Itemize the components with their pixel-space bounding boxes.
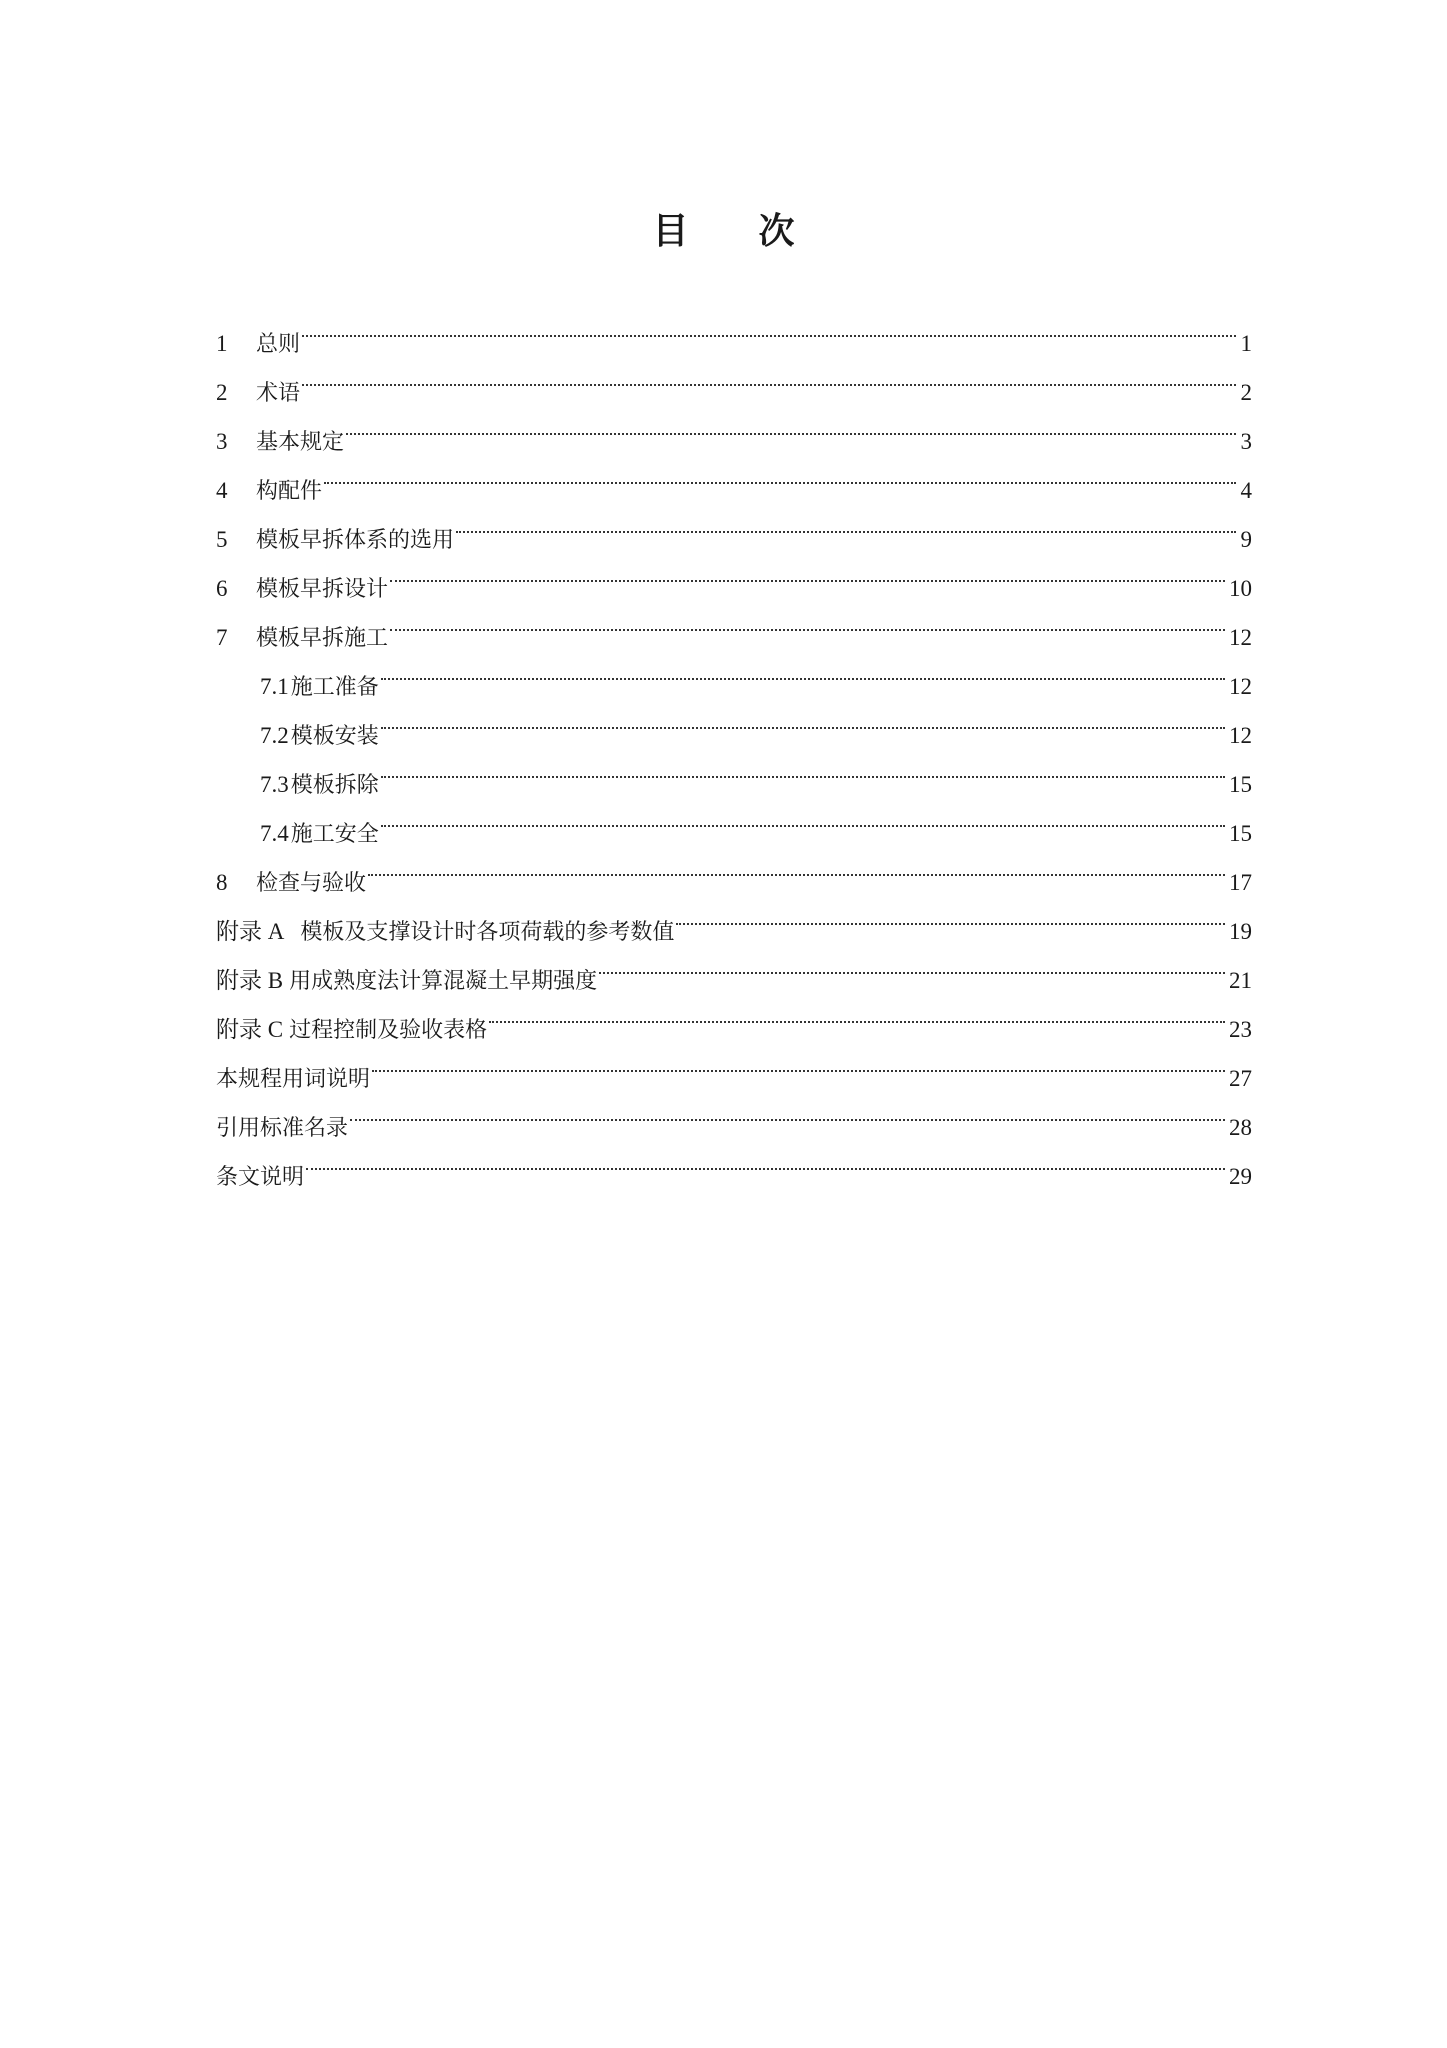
toc-entry[interactable]	[216, 351, 1252, 406]
toc-entry-page: 21	[1229, 968, 1252, 993]
toc-entry-number: 5	[216, 527, 228, 552]
toc-entry-number: 7.2	[260, 723, 289, 748]
toc-entry[interactable]	[216, 302, 1252, 357]
toc-entry-number: 7	[216, 625, 228, 650]
toc-entry-page: 19	[1229, 919, 1252, 944]
toc-entry-page: 10	[1229, 576, 1252, 601]
toc-entry-number: 7.1	[260, 674, 289, 699]
toc-entry-number: 附录 A	[216, 919, 285, 944]
toc-dot-leader	[346, 400, 1236, 449]
toc-dot-leader	[381, 792, 1225, 841]
toc-entry-page: 27	[1229, 1066, 1252, 1091]
toc-entry-page: 3	[1240, 429, 1252, 454]
toc-entry-title: 模板安装	[290, 724, 379, 749]
toc-dot-leader	[456, 498, 1236, 547]
title-char-right: 次	[758, 211, 795, 252]
table-of-contents	[216, 302, 1252, 1190]
toc-entry-page: 2	[1240, 380, 1252, 405]
toc-entry[interactable]	[216, 841, 1252, 896]
toc-entry-title: 术语	[256, 381, 301, 406]
toc-entry-number: 3	[216, 429, 228, 454]
toc-entry-title: 施工准备	[290, 675, 379, 700]
toc-entry[interactable]	[216, 498, 1252, 553]
toc-dot-leader	[676, 890, 1225, 939]
toc-entry-page: 29	[1229, 1164, 1252, 1189]
toc-entry[interactable]	[216, 1135, 1252, 1190]
toc-dot-leader	[599, 939, 1225, 988]
toc-entry-page: 15	[1229, 772, 1252, 797]
toc-dot-leader	[372, 1037, 1225, 1086]
toc-entry-title: 构配件	[256, 479, 323, 504]
toc-dot-leader	[324, 449, 1236, 498]
toc-entry-title: 模板早拆施工	[256, 626, 389, 651]
toc-entry-page: 15	[1229, 821, 1252, 846]
toc-entry-title: 检查与验收	[256, 871, 367, 896]
toc-entry-title: 基本规定	[256, 430, 345, 455]
toc-entry[interactable]	[216, 1037, 1252, 1092]
toc-entry-number: 2	[216, 380, 228, 405]
toc-entry-title: 引用标准名录	[216, 1116, 349, 1141]
toc-entry-number: 7.3	[260, 772, 289, 797]
toc-entry-page: 9	[1240, 527, 1252, 552]
toc-entry-page: 1	[1240, 331, 1252, 356]
toc-entry-number: 4	[216, 478, 228, 503]
toc-entry-page: 17	[1229, 870, 1252, 895]
toc-entry-title: 本规程用词说明	[216, 1067, 371, 1092]
page-title	[0, 208, 1447, 256]
toc-dot-leader	[350, 1086, 1225, 1135]
toc-entry-number: 1	[216, 331, 228, 356]
toc-dot-leader	[390, 596, 1225, 645]
toc-dot-leader	[302, 302, 1236, 351]
toc-entry-page: 4	[1240, 478, 1252, 503]
toc-entry[interactable]	[216, 1086, 1252, 1141]
toc-dot-leader	[302, 351, 1236, 400]
toc-entry-title: 模板及支撑设计时各项荷载的参考数值	[300, 920, 675, 945]
toc-entry-title: 条文说明	[216, 1165, 305, 1190]
toc-entry-page: 12	[1229, 723, 1252, 748]
toc-entry-title: 模板拆除	[290, 773, 379, 798]
toc-entry-title: 用成熟度法计算混凝土早期强度	[289, 969, 598, 994]
toc-entry-title: 施工安全	[290, 822, 379, 847]
toc-dot-leader	[368, 841, 1225, 890]
toc-entry-number: 附录 B	[216, 968, 284, 993]
toc-entry-number: 7.4	[260, 821, 289, 846]
toc-entry[interactable]	[216, 890, 1252, 945]
toc-entry-title: 总则	[256, 332, 301, 357]
toc-entry[interactable]	[216, 400, 1252, 455]
toc-entry-title: 过程控制及验收表格	[289, 1018, 488, 1043]
toc-entry-page: 28	[1229, 1115, 1252, 1140]
toc-dot-leader	[306, 1135, 1225, 1184]
toc-dot-leader	[390, 547, 1225, 596]
title-char-left: 目	[652, 211, 689, 252]
toc-entry-page: 12	[1229, 674, 1252, 699]
toc-dot-leader	[381, 645, 1225, 694]
toc-entry-number: 8	[216, 870, 228, 895]
toc-entry-page: 12	[1229, 625, 1252, 650]
toc-entry-page: 23	[1229, 1017, 1252, 1042]
toc-entry-title: 模板早拆设计	[256, 577, 389, 602]
toc-entry[interactable]	[216, 449, 1252, 504]
toc-entry-number: 6	[216, 576, 228, 601]
toc-dot-leader	[381, 694, 1225, 743]
toc-entry-title: 模板早拆体系的选用	[256, 528, 455, 553]
toc-entry-number: 附录 C	[216, 1017, 284, 1042]
toc-dot-leader	[489, 988, 1225, 1037]
toc-dot-leader	[381, 743, 1225, 792]
